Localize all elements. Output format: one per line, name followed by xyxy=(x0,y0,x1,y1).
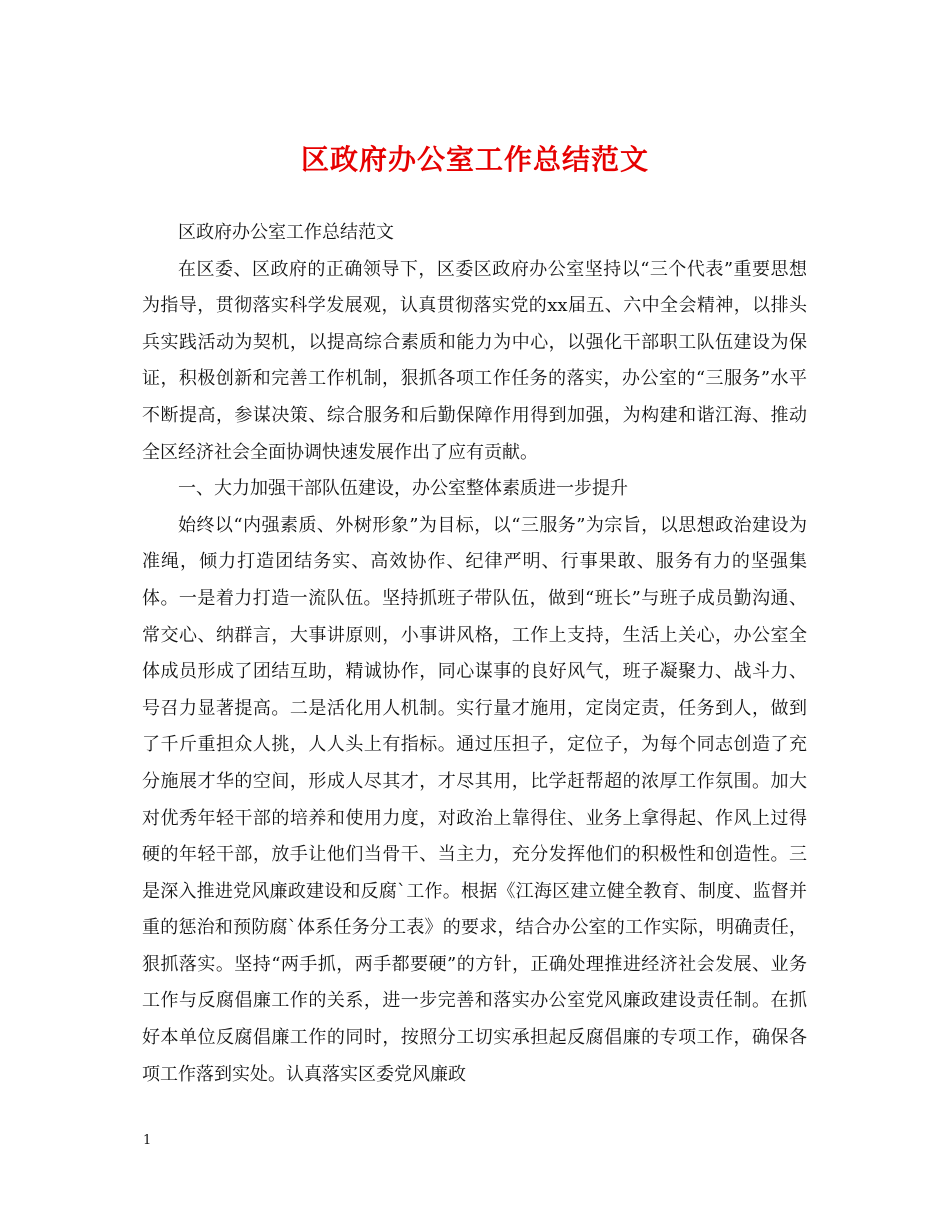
page-number: 1 xyxy=(143,1133,152,1148)
document-body xyxy=(142,215,807,1093)
document-title: 区政府办公室工作总结范文 xyxy=(300,143,649,176)
body-paragraph: 区政府办公室工作总结范文 xyxy=(178,222,394,243)
section-heading: 一、大力加强干部队伍建设，办公室整体素质进一步提升 xyxy=(178,478,628,500)
body-paragraph: 在区委、区政府的正确领导下，区委区政府办公室坚持以“三个代表”重要思想为指导，贯彻落实科学发展观，认真贯彻落实党的xx届五、六中全会精神，以排头兵实践活动为契机，以提高综合素质和能力为中心，以强化干部职工队伍建设为保证，积极创新和完善工作机制，狠抓各项工作任务的落实，办公室的“三服务”水平不断提高，参谋决策、综合服务和后勤保障作用得到加强，为构建和谐江海、推动全区经济社会全面协调快速发展作出了应有贡献。 xyxy=(142,258,807,463)
body-paragraph: 始终以“内强素质、外树形象”为目标，以“三服务”为宗旨，以思想政治建设为准绳，倾力打造团结务实、高效协作、纪律严明、行事果敢、服务有力的坚强集体。一是着力打造一流队伍。坚持抓班子带队伍，做到“班长”与班子成员勤沟通、常交心、纳群言，大事讲原则，小事讲风格，工作上支持，生活上关心，办公室全体成员形成了团结互助，精诚协作，同心谋事的良好风气，班子凝聚力、战斗力、号召力显著提高。二是活化用人机制。实行量才施用，定岗定责，任务到人，做到了千斤重担众人挑，人人头上有指标。通过压担子，定位子，为每个同志创造了充分施展才华的空间，形成人尽其才，才尽其用，比学赶帮超的浓厚工作氛围。加大对优秀年轻干部的培养和使用力度，对政治上靠得住、业务上拿得起、作风上过得硬的年轻干部，放手让他们当骨干、当主力，充分发挥他们的积极性和创造性。三是深入推进党风廉政建设和反腐`工作。根据《江海区建立健全教育、制度、监督并重的惩治和预防腐`体系任务分工表》的要求，结合办公室的工作实际，明确责任，狠抓落实。坚持“两手抓，两手都要硬”的方针，正确处理推进经济社会发展、业务工作与反腐倡廉工作的关系，进一步完善和落实办公室党风廉政建设责任制。在抓好本单位反腐倡廉工作的同时，按照分工切实承担起反腐倡廉的专项工作，确保各项工作落到实处。认真落实区委党风廉政 xyxy=(142,514,807,1085)
